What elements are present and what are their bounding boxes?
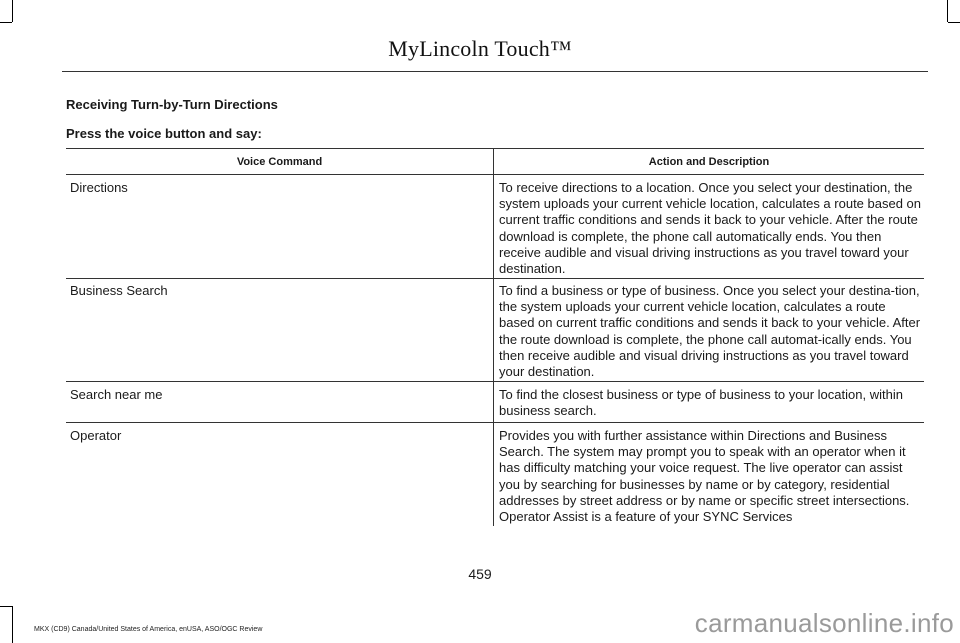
table-row-command: Business Search [70,283,168,298]
table-top-rule [66,148,924,149]
column-header-voice-command: Voice Command [236,156,323,168]
table-row-description: To find the closest business or type of business to your location, within business search. [499,387,903,419]
table-row-description: To receive directions to a location. Once you select your destination, the system uploads your current vehicle location, calculates a route based on current traffic conditions and sends it back to your vehicle. After the route download is complete, the phone call automatically ends. You then receive audible and visual driving instructions as you travel toward your destination. [499,180,922,277]
footer-text: MKX (CD9) Canada/United States of America, enUSA, ASO/OGC Review [34,626,263,633]
page-title: MyLincoln Touch™ [388,36,572,61]
table-row-description: To find a business or type of business. Once you select your destina-tion, the system uploads your current vehicle location, calculates a route based on current traffic conditions and sends it back to your vehicle. After the route download is complete, the phone call automat-ically ends. You then receive audible and visual driving instructions as you travel toward your destination. [499,283,921,380]
table-row-command: Directions [70,180,128,195]
table-row-description: Provides you with further assistance within Directions and Business Search. The system may prompt you to speak with an operator when it has difficulty matching your voice request. The live operator can assist you by searching for businesses by name or by category, residential addresses by street address or by name or specific street intersections. Operator Assist is a feature of your SYNC Services [499,428,910,525]
crop-mark-top-left-h [0,22,12,23]
row-rule [66,278,924,279]
table-row-command: Search near me [70,387,163,402]
crop-mark-top-right-v [947,0,948,22]
column-header-action-description: Action and Description [648,156,770,168]
crop-mark-bottom-left-v [12,606,13,643]
section-heading: Receiving Turn-by-Turn Directions [66,97,278,112]
header-row-rule [66,174,924,175]
page-number: 459 [468,566,492,582]
row-rule [66,422,924,423]
crop-mark-top-right-h [948,22,960,23]
voice-command-table [66,148,924,526]
watermark: carmanualsonline.info [694,608,954,638]
crop-mark-top-left-v [12,0,13,22]
crop-mark-bottom-left-h [0,606,12,607]
table-row-command: Operator [70,428,122,443]
column-divider [493,148,494,526]
header-rule [62,71,928,72]
row-rule [66,381,924,382]
section-intro: Press the voice button and say: [66,126,262,141]
